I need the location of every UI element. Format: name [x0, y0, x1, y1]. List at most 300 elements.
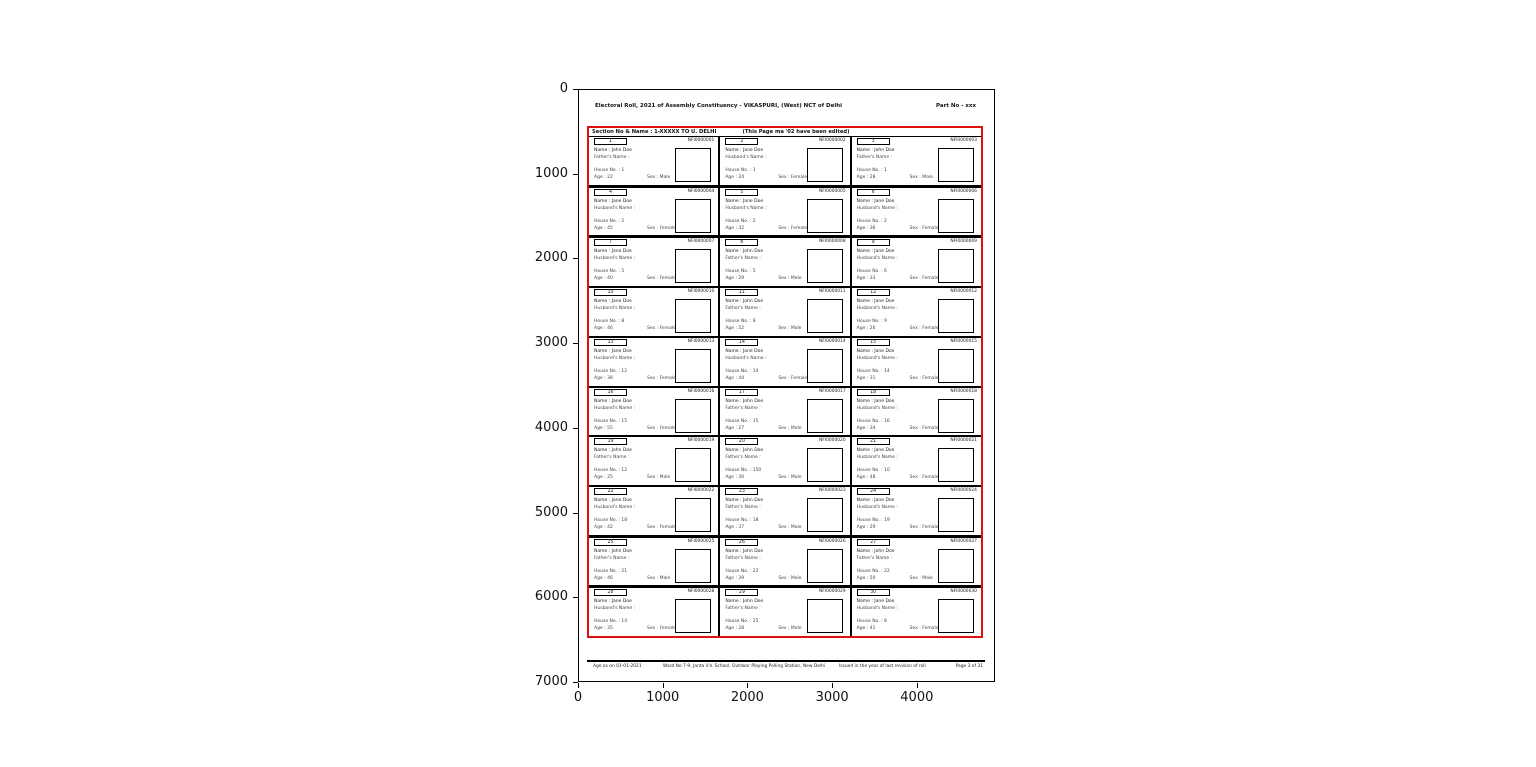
relation-name-label: Husband's Name : — [594, 405, 636, 411]
photo-box — [938, 498, 974, 532]
x-tick-mark — [578, 683, 579, 688]
sex-value: Sex : Female — [909, 276, 939, 282]
relation-name-label: Father's Name : — [725, 405, 761, 411]
document-header — [595, 103, 976, 109]
sex-value: Sex : Female — [909, 225, 939, 231]
epic-id: NFI0000008 — [818, 239, 846, 245]
epic-id: NFI0000029 — [818, 589, 846, 595]
epic-id: NFI0000010 — [687, 289, 715, 295]
footer-revision-note: Issued in the year of last revision of roll — [839, 664, 926, 669]
house-number: House No. : 14 — [594, 619, 628, 625]
house-number: House No. : 8 — [725, 319, 756, 325]
y-tick-label: 1000 — [534, 165, 568, 181]
sex-value: Sex : Male — [647, 175, 671, 180]
photo-box — [675, 299, 711, 333]
edit-note: (This Page ma '02 have been edited) — [742, 129, 850, 135]
voter-card — [720, 388, 851, 436]
voter-card — [589, 137, 720, 185]
sex-value: Sex : Female — [909, 425, 939, 431]
photo-box — [807, 299, 843, 333]
house-number: House No. : 12 — [594, 468, 628, 474]
part-no: Part No - xxx — [936, 103, 976, 109]
voter-card — [720, 238, 851, 286]
footer-rule — [587, 660, 985, 662]
relation-name-label: Husband's Name : — [594, 256, 636, 262]
photo-box — [675, 399, 711, 433]
age-value: Age : 35 — [594, 626, 613, 632]
house-number: House No. : 1 — [594, 168, 625, 173]
epic-id: NFI0000030 — [950, 589, 977, 595]
sex-value: Sex : Female — [778, 175, 808, 180]
house-number: House No. : 8 — [594, 319, 625, 325]
serial-number-box: 22 — [594, 488, 627, 495]
serial-number-box: 20 — [725, 438, 758, 445]
age-value: Age : 25 — [594, 475, 613, 481]
y-tick-label: 4000 — [534, 419, 568, 435]
age-value: Age : 50 — [856, 575, 876, 581]
voter-row — [589, 137, 981, 188]
age-value: Age : 29 — [725, 276, 745, 282]
serial-number-box: 1 — [594, 138, 627, 145]
epic-id: NFI0000024 — [950, 487, 977, 493]
sex-value: Sex : Male — [778, 276, 802, 282]
voter-name: Name : Jane Doe — [594, 198, 632, 204]
voter-card — [852, 288, 981, 336]
relation-name-label: Husband's Name : — [594, 606, 636, 612]
voter-name: Name : John Doe — [725, 398, 764, 404]
serial-number-box: 11 — [725, 289, 758, 296]
epic-id: NFI0000004 — [687, 188, 715, 194]
epic-id: NFI0000023 — [818, 487, 846, 493]
photo-box — [807, 498, 843, 532]
relation-name-label: Husband's Name : — [856, 306, 898, 312]
relation-name-label: Father's Name : — [725, 504, 761, 510]
age-value: Age : 29 — [856, 524, 876, 530]
voter-name: Name : John Doe — [856, 148, 895, 153]
epic-id: NFI0000025 — [687, 538, 715, 544]
photo-box — [938, 549, 974, 583]
voter-row — [589, 188, 981, 239]
sex-value: Sex : Male — [778, 326, 802, 332]
epic-id: NFI0000016 — [687, 388, 715, 394]
voter-name: Name : Jane Doe — [594, 398, 632, 404]
epic-id: NFI0000028 — [687, 589, 715, 595]
voter-card — [589, 388, 720, 436]
photo-box — [938, 399, 974, 433]
photo-box — [938, 148, 974, 182]
house-number: House No. : 18 — [725, 517, 759, 523]
photo-box — [807, 349, 843, 383]
photo-box — [807, 399, 843, 433]
epic-id: NFI0000006 — [950, 188, 977, 194]
relation-name-label: Husband's Name : — [594, 306, 636, 312]
sex-value: Sex : Male — [909, 175, 933, 180]
voter-row — [589, 588, 981, 636]
epic-id: NFI0000020 — [818, 438, 846, 444]
voter-name: Name : Jane Doe — [725, 348, 764, 354]
photo-box — [807, 549, 843, 583]
relation-name-label: Father's Name : — [725, 555, 761, 561]
house-number: House No. : 2 — [594, 218, 625, 224]
serial-number-box: 21 — [857, 438, 890, 445]
photo-box — [938, 199, 974, 233]
voter-row — [589, 538, 981, 589]
relation-name-label: Father's Name : — [856, 555, 893, 561]
photo-box — [675, 249, 711, 283]
x-tick-label: 3000 — [815, 690, 849, 705]
voter-row — [589, 437, 981, 487]
serial-number-box: 9 — [857, 239, 890, 246]
sex-value: Sex : Male — [778, 575, 802, 581]
y-tick-label: 3000 — [534, 335, 568, 351]
sex-value: Sex : Male — [778, 425, 802, 431]
voter-card — [720, 288, 851, 336]
voter-name: Name : Jane Doe — [856, 398, 895, 404]
photo-box — [938, 349, 974, 383]
sex-value: Sex : Female — [647, 524, 676, 530]
age-value: Age : 24 — [725, 175, 745, 180]
serial-number-box: 27 — [857, 539, 890, 546]
age-value: Age : 22 — [594, 175, 613, 180]
epic-id: NFI0000001 — [687, 138, 715, 143]
relation-name-label: Father's Name : — [856, 155, 893, 160]
epic-id: NFI0000014 — [818, 338, 846, 344]
sex-value: Sex : Female — [647, 425, 676, 431]
age-value: Age : 48 — [856, 475, 876, 481]
voter-card — [589, 288, 720, 336]
voter-card — [852, 238, 981, 286]
sex-value: Sex : Male — [647, 475, 671, 481]
voter-name: Name : Jane Doe — [725, 148, 764, 153]
red-annotation-box — [587, 126, 983, 638]
y-tick-label: 0 — [559, 81, 568, 96]
sex-value: Sex : Female — [647, 626, 676, 632]
x-tick-label: 2000 — [730, 690, 764, 705]
relation-name-label: Husband's Name : — [725, 355, 767, 361]
voter-name: Name : Jane Doe — [594, 497, 632, 503]
house-number: House No. : 18 — [594, 517, 628, 523]
relation-name-label: Father's Name : — [594, 555, 630, 561]
age-value: Age : 45 — [594, 225, 613, 231]
serial-number-box: 4 — [594, 189, 627, 196]
house-number: House No. : 9 — [856, 319, 887, 325]
house-number: House No. : 5 — [725, 269, 756, 275]
serial-number-box: 13 — [594, 339, 627, 346]
photo-box — [675, 599, 711, 633]
voter-name: Name : Jane Doe — [856, 249, 895, 255]
voter-card — [852, 338, 981, 386]
voter-card — [589, 588, 720, 636]
y-tick-label: 2000 — [534, 250, 568, 266]
serial-number-box: 8 — [725, 239, 758, 246]
voter-grid — [589, 137, 981, 636]
serial-number-box: 26 — [725, 539, 758, 546]
voter-name: Name : John Doe — [856, 548, 895, 554]
epic-id: NFI0000022 — [687, 487, 715, 493]
age-value: Age : 38 — [594, 375, 613, 381]
photo-box — [675, 349, 711, 383]
house-number: House No. : 21 — [594, 568, 628, 574]
serial-number-box: 28 — [594, 589, 627, 596]
voter-name: Name : John Doe — [594, 148, 632, 153]
house-number: House No. : 15 — [725, 418, 759, 424]
age-value: Age : 39 — [725, 575, 745, 581]
relation-name-label: Husband's Name : — [856, 606, 898, 612]
voter-name: Name : Jane Doe — [856, 299, 895, 305]
section-no-name: Section No & Name : 1-XXXXX TO U. DELHI — [592, 129, 717, 135]
serial-number-box: 12 — [857, 289, 890, 296]
age-value: Age : 36 — [856, 225, 876, 231]
age-value: Age : 42 — [594, 524, 613, 530]
house-number: House No. : 16 — [856, 418, 890, 424]
serial-number-box: 6 — [857, 189, 890, 196]
voter-card — [589, 238, 720, 286]
epic-id: NFI0000021 — [950, 438, 977, 444]
age-value: Age : 33 — [856, 276, 876, 282]
age-value: Age : 46 — [594, 326, 613, 332]
age-value: Age : 55 — [594, 425, 613, 431]
epic-id: NFI0000026 — [818, 538, 846, 544]
footer-row — [589, 664, 985, 672]
epic-id: NFI0000017 — [818, 388, 846, 394]
relation-name-label: Father's Name : — [725, 306, 761, 312]
voter-name: Name : John Doe — [594, 548, 632, 554]
photo-box — [675, 199, 711, 233]
serial-number-box: 7 — [594, 239, 627, 246]
epic-id: NFI0000007 — [687, 239, 715, 245]
sex-value: Sex : Male — [778, 626, 802, 632]
voter-card — [852, 437, 981, 485]
document-title: Electoral Roll, 2021 of Assembly Constituency - VIKASPURI, (West) NCT of Delhi — [595, 103, 843, 109]
voter-row — [589, 338, 981, 388]
voter-card — [720, 137, 851, 185]
photo-box — [938, 599, 974, 633]
age-value: Age : 31 — [856, 375, 876, 381]
epic-id: NFI0000003 — [950, 138, 977, 143]
serial-number-box: 24 — [857, 488, 890, 495]
relation-name-label: Husband's Name : — [856, 405, 898, 411]
x-tick-mark — [917, 683, 918, 688]
voter-card — [720, 188, 851, 236]
voter-card — [720, 588, 851, 636]
sex-value: Sex : Male — [909, 575, 933, 581]
x-tick-mark — [832, 683, 833, 688]
serial-number-box: 30 — [857, 589, 890, 596]
photo-box — [675, 148, 711, 182]
serial-number-box: 10 — [594, 289, 627, 296]
voter-card — [589, 538, 720, 586]
age-value: Age : 41 — [856, 626, 876, 632]
age-value: Age : 26 — [856, 326, 876, 332]
voter-card — [589, 338, 720, 386]
x-tick-label: 0 — [573, 690, 583, 705]
house-number: House No. : 1 — [725, 168, 756, 173]
epic-id: NFI0000019 — [687, 438, 715, 444]
photo-box — [675, 448, 711, 482]
photo-box — [807, 448, 843, 482]
house-number: House No. : 6 — [856, 269, 887, 275]
voter-row — [589, 288, 981, 338]
relation-name-label: Husband's Name : — [856, 355, 898, 361]
serial-number-box: 29 — [725, 589, 758, 596]
voter-card — [589, 188, 720, 236]
voter-name: Name : Jane Doe — [856, 599, 895, 605]
voter-name: Name : John Doe — [725, 299, 764, 305]
age-value: Age : 28 — [856, 175, 876, 180]
relation-name-label: Husband's Name : — [725, 205, 767, 211]
photo-box — [675, 549, 711, 583]
relation-name-label: Husband's Name : — [856, 205, 898, 211]
photo-box — [675, 498, 711, 532]
voter-name: Name : Jane Doe — [856, 448, 895, 454]
photo-box — [938, 249, 974, 283]
photo-box — [807, 249, 843, 283]
voter-name: Name : Jane Doe — [594, 249, 632, 255]
photo-box — [807, 148, 843, 182]
sex-value: Sex : Female — [909, 375, 939, 381]
sex-value: Sex : Female — [909, 524, 939, 530]
voter-card — [852, 588, 981, 636]
epic-id: NFI0000009 — [950, 239, 977, 245]
voter-card — [720, 538, 851, 586]
age-value: Age : 27 — [725, 425, 745, 431]
sex-value: Sex : Female — [647, 375, 676, 381]
sex-value: Sex : Male — [778, 524, 802, 530]
photo-box — [938, 448, 974, 482]
house-number: House No. : 8 — [856, 619, 887, 625]
age-value: Age : 46 — [594, 575, 613, 581]
serial-number-box: 19 — [594, 438, 627, 445]
voter-card — [589, 487, 720, 535]
epic-id: NFI0000012 — [950, 289, 977, 295]
epic-id: NFI0000018 — [950, 388, 977, 394]
voter-card — [852, 388, 981, 436]
voter-name: Name : Jane Doe — [594, 599, 632, 605]
serial-number-box: 3 — [857, 138, 890, 145]
sex-value: Sex : Female — [647, 276, 676, 282]
x-tick-mark — [663, 683, 664, 688]
voter-name: Name : Jane Doe — [856, 348, 895, 354]
sex-value: Sex : Female — [647, 225, 676, 231]
voter-card — [720, 437, 851, 485]
age-value: Age : 34 — [856, 425, 876, 431]
voter-name: Name : Jane Doe — [856, 497, 895, 503]
house-number: House No. : 12 — [594, 368, 628, 374]
sex-value: Sex : Female — [778, 225, 808, 231]
house-number: House No. : 14 — [725, 368, 759, 374]
voter-card — [852, 188, 981, 236]
voter-name: Name : John Doe — [725, 249, 764, 255]
age-value: Age : 52 — [725, 326, 745, 332]
age-value: Age : 37 — [725, 524, 745, 530]
serial-number-box: 14 — [725, 339, 758, 346]
relation-name-label: Husband's Name : — [594, 355, 636, 361]
relation-name-label: Father's Name : — [725, 256, 761, 262]
sex-value: Sex : Male — [647, 575, 671, 581]
voter-row — [589, 238, 981, 288]
house-number: House No. : 150 — [725, 468, 762, 474]
footer-page-number: Page 3 of 31 — [955, 664, 983, 669]
voter-row — [589, 388, 981, 438]
house-number: House No. : 22 — [725, 568, 759, 574]
voter-name: Name : Jane Doe — [725, 198, 764, 204]
relation-name-label: Father's Name : — [594, 155, 630, 160]
epic-id: NFI0000015 — [950, 338, 977, 344]
x-tick-label: 4000 — [900, 690, 934, 705]
voter-name: Name : Jane Doe — [856, 198, 895, 204]
serial-number-box: 23 — [725, 488, 758, 495]
voter-name: Name : Jane Doe — [594, 299, 632, 305]
age-value: Age : 28 — [725, 626, 745, 632]
serial-number-box: 18 — [857, 389, 890, 396]
sex-value: Sex : Female — [909, 626, 939, 632]
house-number: House No. : 19 — [856, 517, 890, 523]
photo-box — [938, 299, 974, 333]
voter-name: Name : John Doe — [725, 599, 764, 605]
serial-number-box: 25 — [594, 539, 627, 546]
house-number: House No. : 10 — [856, 468, 890, 474]
house-number: House No. : 2 — [856, 218, 887, 224]
house-number: House No. : 2 — [725, 218, 756, 224]
voter-name: Name : John Doe — [725, 548, 764, 554]
section-header-bar — [589, 128, 981, 137]
age-value: Age : 32 — [725, 225, 745, 231]
house-number: House No. : 1 — [856, 168, 887, 173]
voter-name: Name : John Doe — [725, 497, 764, 503]
house-number: House No. : 15 — [594, 418, 628, 424]
voter-name: Name : John Doe — [594, 448, 632, 454]
voter-card — [720, 487, 851, 535]
sex-value: Sex : Male — [778, 475, 802, 481]
photo-box — [807, 199, 843, 233]
relation-name-label: Husband's Name : — [856, 504, 898, 510]
x-tick-mark — [747, 683, 748, 688]
voter-row — [589, 487, 981, 538]
relation-name-label: Husband's Name : — [725, 155, 767, 160]
epic-id: NFI0000013 — [687, 338, 715, 344]
footer-age-as-on: Age as on 01-01-2021 — [593, 664, 642, 669]
photo-box — [807, 599, 843, 633]
sex-value: Sex : Female — [909, 475, 939, 481]
house-number: House No. : 25 — [725, 619, 759, 625]
serial-number-box: 15 — [857, 339, 890, 346]
age-value: Age : 40 — [594, 276, 613, 282]
house-number: House No. : 14 — [856, 368, 890, 374]
age-value: Age : 30 — [725, 475, 745, 481]
relation-name-label: Husband's Name : — [856, 256, 898, 262]
epic-id: NFI0000005 — [818, 188, 846, 194]
house-number: House No. : 22 — [856, 568, 890, 574]
relation-name-label: Husband's Name : — [594, 205, 636, 211]
relation-name-label: Father's Name : — [594, 455, 630, 461]
y-tick-label: 7000 — [534, 673, 568, 689]
sex-value: Sex : Female — [909, 326, 939, 332]
epic-id: NFI0000011 — [818, 289, 846, 295]
voter-name: Name : John Doe — [725, 448, 764, 454]
x-tick-label: 1000 — [646, 690, 680, 705]
serial-number-box: 17 — [725, 389, 758, 396]
voter-card — [720, 338, 851, 386]
relation-name-label: Father's Name : — [725, 606, 761, 612]
voter-card — [852, 487, 981, 535]
y-tick-label: 6000 — [534, 589, 568, 605]
relation-name-label: Husband's Name : — [856, 455, 898, 461]
sex-value: Sex : Female — [778, 375, 808, 381]
footer-polling-station: Ward No 7-9, Janta V.V. School, Outdoor Playing Polling Station, New Delhi — [663, 664, 826, 669]
sex-value: Sex : Female — [647, 326, 676, 332]
voter-card — [589, 437, 720, 485]
serial-number-box: 16 — [594, 389, 627, 396]
